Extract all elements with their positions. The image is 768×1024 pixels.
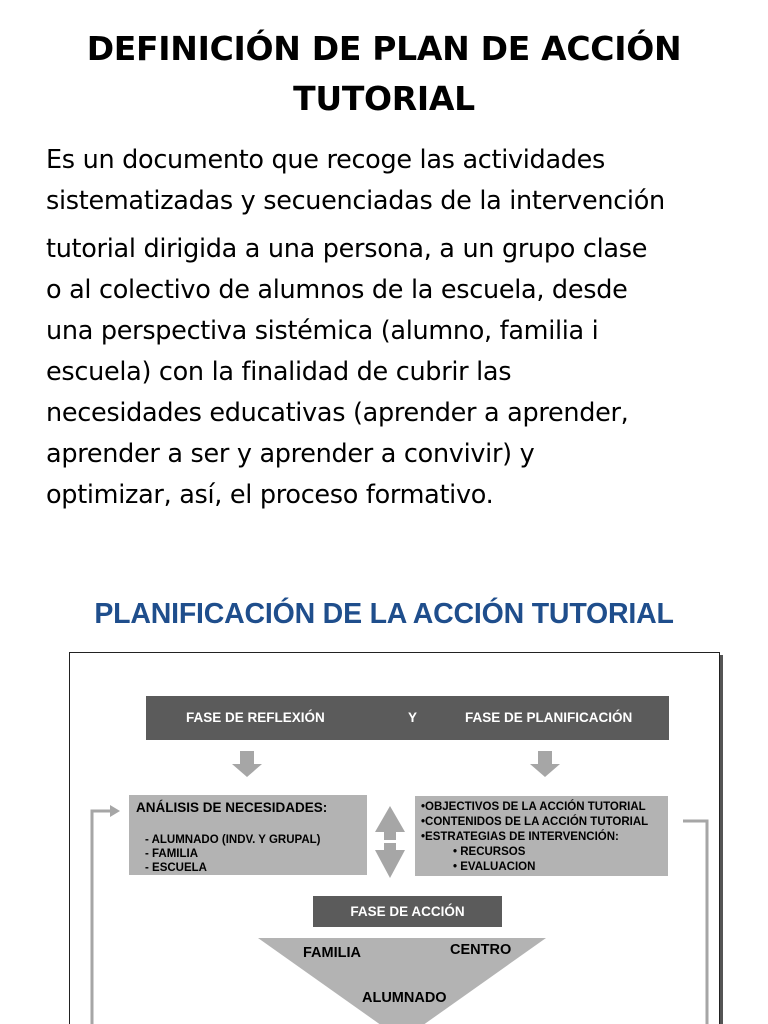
- triangle-label-familia: FAMILIA: [303, 945, 361, 961]
- down-arrow-icon: [530, 751, 560, 777]
- triangle-label-centro: CENTRO: [450, 942, 512, 958]
- definition-line: sistematizadas y secuenciadas de la intervención: [46, 186, 665, 216]
- planning-content-list: [421, 800, 648, 875]
- triangle-label-alumnado: ALUMNADO: [362, 990, 447, 1006]
- planning-subitem: • RECURSOS: [453, 846, 526, 858]
- down-arrow-icon: [232, 751, 262, 777]
- definition-line: o al colectivo de alumnos de la escuela, desde: [46, 275, 628, 305]
- definition-line: necesidades educativas (aprender a aprender,: [46, 398, 629, 428]
- needs-analysis-item: - ESCUELA: [145, 862, 207, 874]
- title-line-1: DEFINICIÓN DE PLAN DE ACCIÓN: [86, 29, 682, 68]
- planning-item: •ESTRATEGIAS DE INTERVENCIÓN:: [421, 831, 619, 843]
- phase-connector-label: Y: [408, 710, 418, 725]
- planning-content-box: [415, 796, 668, 876]
- definition-line: Es un documento que recoge las actividades: [46, 145, 606, 175]
- action-phase-box: FASE DE ACCIÓN: [313, 896, 502, 927]
- definition-line: escuela) con la finalidad de cubrir las: [46, 357, 512, 387]
- definition-line: aprender a ser y aprender a convivir) y: [46, 439, 535, 469]
- needs-analysis-item: - FAMILIA: [145, 848, 199, 860]
- planning-item: •CONTENIDOS DE LA ACCIÓN TUTORIAL: [421, 816, 649, 828]
- needs-analysis-list: [145, 833, 321, 875]
- reflection-phase-label: FASE DE REFLEXIÓN: [186, 710, 325, 725]
- needs-analysis-heading: ANÁLISIS DE NECESIDADES:: [136, 800, 328, 815]
- needs-analysis-box: [129, 795, 367, 875]
- feedback-line-left: [92, 811, 110, 1024]
- definition-line: tutorial dirigida a una persona, a un grupo clase: [46, 234, 648, 264]
- double-arrow-icon: [375, 806, 405, 878]
- feedback-arrowhead-left: [110, 805, 120, 817]
- definition-line: optimizar, así, el proceso formativo.: [46, 480, 494, 510]
- diagram-heading: PLANIFICACIÓN DE LA ACCIÓN TUTORIAL: [94, 598, 674, 630]
- reflection-planning-phase-bar: [146, 696, 669, 740]
- needs-analysis-item: - ALUMNADO (INDV. Y GRUPAL): [145, 834, 321, 846]
- planning-phase-label: FASE DE PLANIFICACIÓN: [465, 710, 633, 725]
- feedback-line-right: [683, 821, 707, 1024]
- definition-line: una perspectiva sistémica (alumno, familia i: [46, 316, 599, 346]
- planning-item: •OBJECTIVOS DE LA ACCIÓN TUTORIAL: [421, 801, 646, 813]
- title-line-2: TUTORIAL: [293, 79, 475, 118]
- planning-subitem: • EVALUACION: [453, 861, 536, 873]
